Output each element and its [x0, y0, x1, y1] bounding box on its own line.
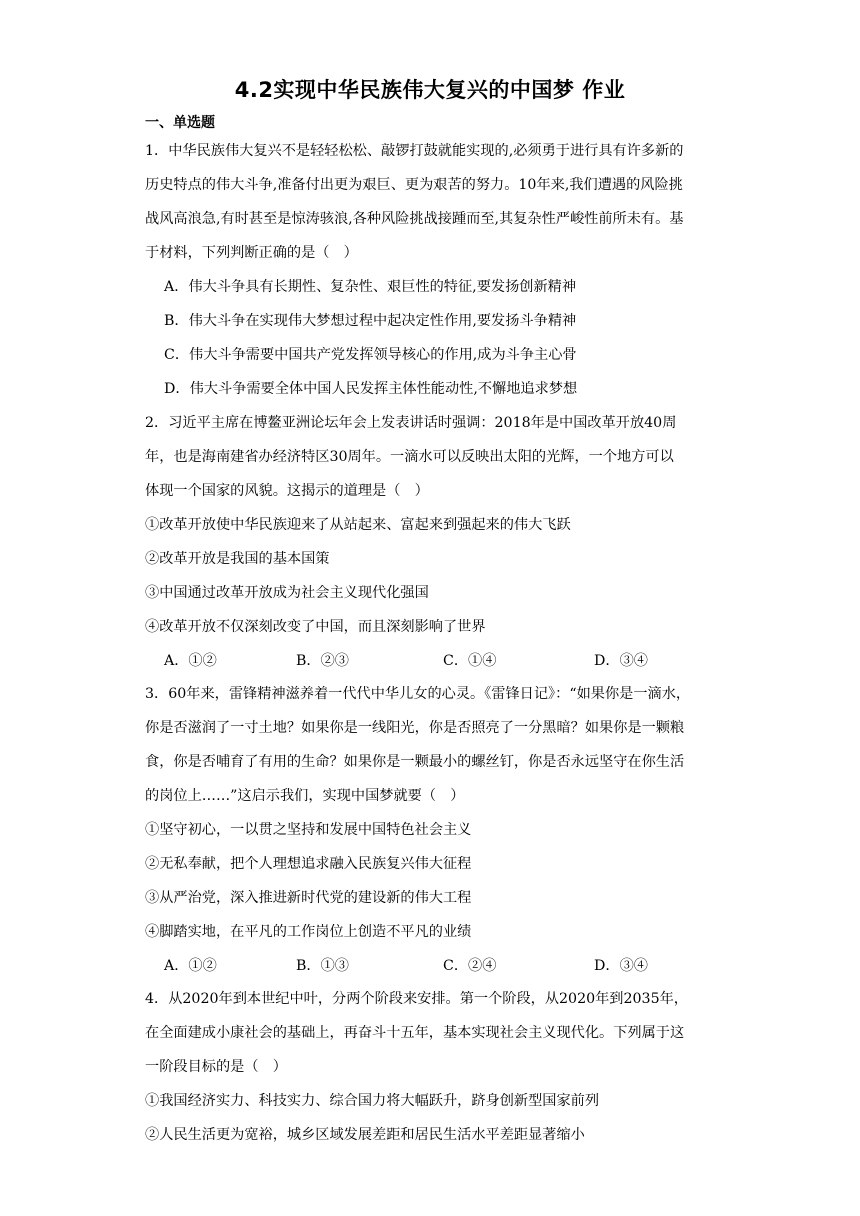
q1-line: 于材料，下列判断正确的是（ ）: [145, 245, 358, 261]
q3-item: ④脚踏实地，在平凡的工作岗位上创造不平凡的业绩: [145, 924, 472, 940]
q2-choice-c: C．①④: [443, 653, 497, 669]
q3-line: 食，你是否哺育了有用的生命？如果你是一颗最小的螺丝钉，你是否永远坚守在你生活: [145, 754, 685, 770]
q3-line: 3．60年来，雷锋精神滋养着一代代中华儿女的心灵。《雷锋日记》：“如果你是一滴水，: [145, 686, 691, 702]
q2-choice-d: D．③④: [594, 653, 648, 669]
q2-choice-a: A．①②: [164, 653, 217, 669]
q2-item: ②改革开放是我国的基本国策: [145, 551, 330, 567]
q3-item: ③从严治党，深入推进新时代党的建设新的伟大工程: [145, 890, 472, 906]
q3-item: ②无私奉献，把个人理想追求融入民族复兴伟大征程: [145, 856, 472, 872]
q1-line: 1．中华民族伟大复兴不是轻轻松松、敲锣打鼓就能实现的,必须勇于进行具有许多新的: [145, 143, 684, 159]
q4-line: 在全面建成小康社会的基础上，再奋斗十五年，基本实现社会主义现代化。下列属于这: [145, 1025, 685, 1041]
q1-option-b: B．伟大斗争在实现伟大梦想过程中起决定性作用,要发扬斗争精神: [164, 313, 577, 329]
q4-item: ①我国经济实力、科技实力、综合国力将大幅跃升，跻身创新型国家前列: [145, 1093, 600, 1109]
q2-choice-b: B．②③: [296, 653, 349, 669]
q2-line: 2．习近平主席在博鳌亚洲论坛年会上发表讲话时强调：2018年是中国改革开放40周: [145, 415, 677, 431]
q2-item: ①改革开放使中华民族迎来了从站起来、富起来到强起来的伟大飞跃: [145, 517, 571, 533]
q4-line: 一阶段目标的是（ ）: [145, 1059, 287, 1075]
q3-choice-b: B．①③: [296, 958, 349, 974]
q1-line: 战风高浪急,有时甚至是惊涛骇浪,各种风险挑战接踵而至,其复杂性严峻性前所未有。基: [145, 211, 684, 227]
q3-item: ①坚守初心，一以贯之坚持和发展中国特色社会主义: [145, 822, 472, 838]
q1-option-a: A．伟大斗争具有长期性、复杂性、艰巨性的特征,要发扬创新精神: [164, 279, 577, 295]
q4-item: ②人民生活更为宽裕，城乡区域发展差距和居民生活水平差距显著缩小: [145, 1127, 585, 1143]
q1-line: 历史特点的伟大斗争,准备付出更为艰巨、更为艰苦的努力。10年来,我们遭遇的风险挑: [145, 177, 683, 193]
q1-option-d: D．伟大斗争需要全体中国人民发挥主体性能动性,不懈地追求梦想: [164, 381, 578, 397]
q3-choice-d: D．③④: [594, 958, 648, 974]
q3-line: 的岗位上……”这启示我们，实现中国梦就要（ ）: [145, 788, 465, 804]
q2-line: 体现一个国家的风貌。这揭示的道理是（ ）: [145, 483, 429, 499]
section-heading: 一、单选题: [145, 115, 215, 131]
q2-item: ③中国通过改革开放成为社会主义现代化强国: [145, 585, 429, 601]
q1-option-c: C．伟大斗争需要中国共产党发挥领导核心的作用,成为斗争主心骨: [164, 347, 577, 363]
page-title: 4.2实现中华民族伟大复兴的中国梦 作业: [234, 78, 626, 102]
q3-choice-a: A．①②: [164, 958, 217, 974]
q3-line: 你是否滋润了一寸土地？如果你是一线阳光，你是否照亮了一分黑暗？如果你是一颗粮: [145, 720, 685, 736]
q4-line: 4．从2020年到本世纪中叶，分两个阶段来安排。第一个阶段，从2020年到2035年，: [145, 991, 688, 1007]
q2-item: ④改革开放不仅深刻改变了中国，而且深刻影响了世界: [145, 619, 486, 635]
q3-choice-c: C．②④: [443, 958, 497, 974]
q2-line: 年，也是海南建省办经济特区30周年。一滴水可以反映出太阳的光辉，一个地方可以: [145, 449, 674, 465]
